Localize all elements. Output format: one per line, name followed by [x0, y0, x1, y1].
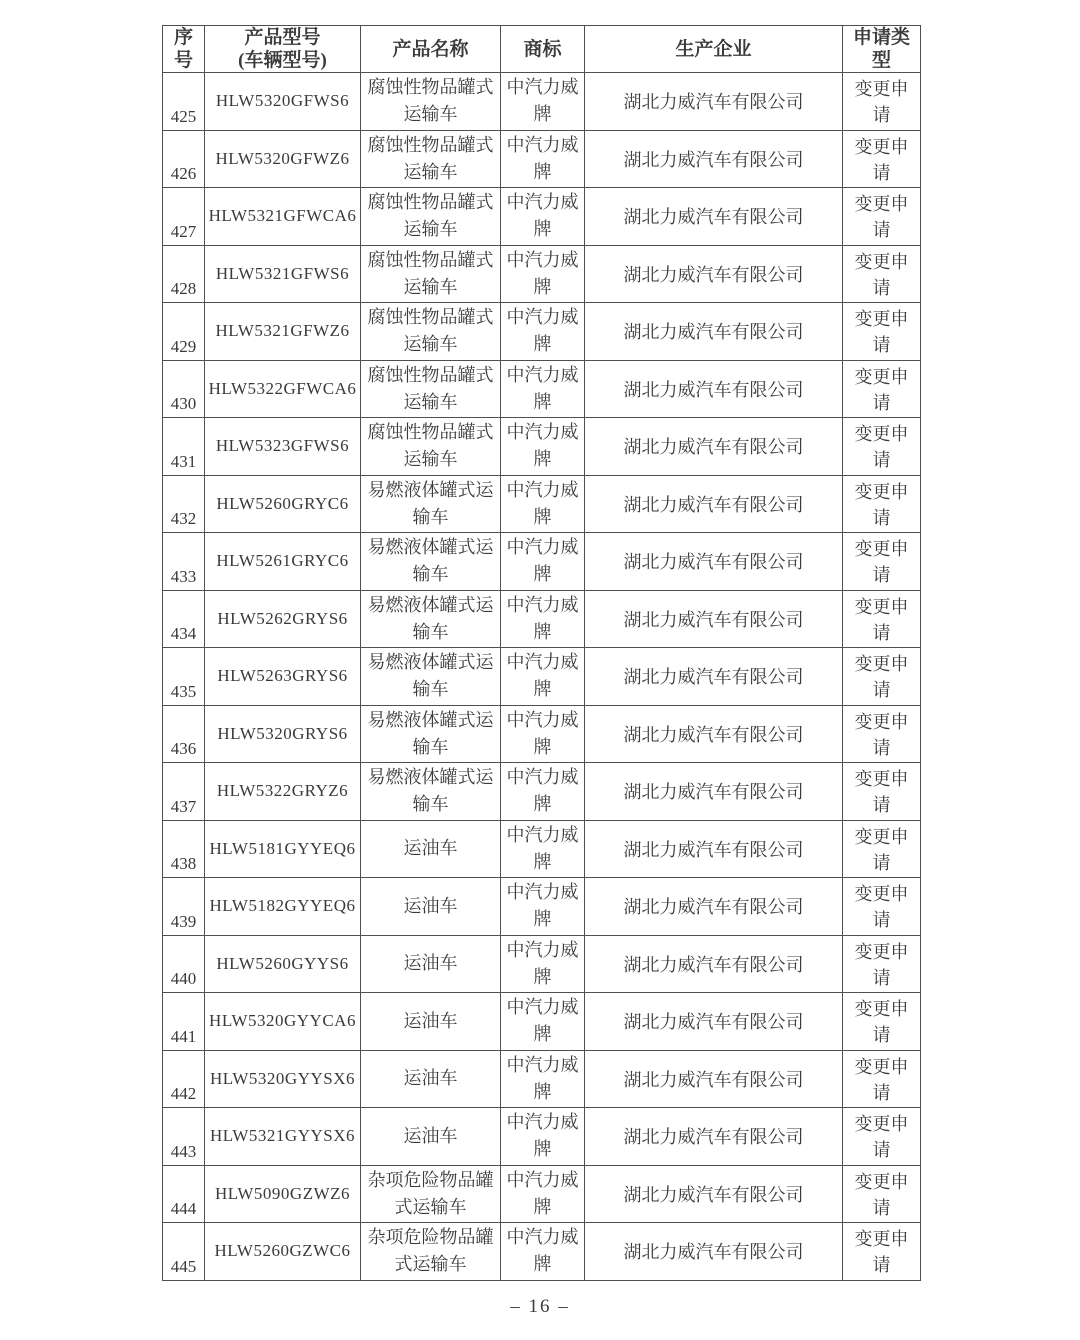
cell-serial-number: 430 — [163, 360, 205, 418]
cell-product-name: 运油车 — [361, 1050, 501, 1108]
table-row — [163, 763, 921, 821]
cell-product-name: 腐蚀性物品罐式运输车 — [361, 73, 501, 131]
cell-serial-number: 427 — [163, 188, 205, 246]
cell-application-type: 变更申请 — [843, 705, 921, 763]
cell-product-model: HLW5260GZWC6 — [205, 1223, 361, 1281]
cell-manufacturer: 湖北力威汽车有限公司 — [585, 1108, 843, 1166]
cell-trademark: 中汽力威牌 — [501, 1165, 585, 1223]
cell-serial-number: 445 — [163, 1223, 205, 1281]
cell-trademark: 中汽力威牌 — [501, 360, 585, 418]
cell-product-name: 腐蚀性物品罐式运输车 — [361, 245, 501, 303]
cell-product-model: HLW5261GRYC6 — [205, 533, 361, 591]
cell-product-name: 腐蚀性物品罐式运输车 — [361, 130, 501, 188]
cell-trademark: 中汽力威牌 — [501, 1223, 585, 1281]
table-header — [163, 26, 921, 73]
cell-application-type: 变更申请 — [843, 533, 921, 591]
cell-product-name: 杂项危险物品罐式运输车 — [361, 1223, 501, 1281]
cell-trademark: 中汽力威牌 — [501, 1050, 585, 1108]
table-row — [163, 188, 921, 246]
cell-application-type: 变更申请 — [843, 360, 921, 418]
table-row — [163, 1165, 921, 1223]
cell-product-name: 运油车 — [361, 935, 501, 993]
cell-trademark: 中汽力威牌 — [501, 188, 585, 246]
col-header-serial-number: 序号 — [163, 26, 205, 73]
cell-product-name: 运油车 — [361, 1108, 501, 1166]
cell-product-model: HLW5321GFWCA6 — [205, 188, 361, 246]
cell-trademark: 中汽力威牌 — [501, 73, 585, 131]
cell-serial-number: 425 — [163, 73, 205, 131]
cell-application-type: 变更申请 — [843, 820, 921, 878]
cell-product-model: HLW5321GYYSX6 — [205, 1108, 361, 1166]
cell-application-type: 变更申请 — [843, 763, 921, 821]
cell-manufacturer: 湖北力威汽车有限公司 — [585, 475, 843, 533]
cell-product-name: 易燃液体罐式运输车 — [361, 590, 501, 648]
cell-trademark: 中汽力威牌 — [501, 878, 585, 936]
cell-serial-number: 429 — [163, 303, 205, 361]
cell-product-name: 腐蚀性物品罐式运输车 — [361, 188, 501, 246]
cell-product-model: HLW5320GRYS6 — [205, 705, 361, 763]
cell-product-name: 易燃液体罐式运输车 — [361, 533, 501, 591]
cell-trademark: 中汽力威牌 — [501, 303, 585, 361]
cell-trademark: 中汽力威牌 — [501, 1108, 585, 1166]
cell-manufacturer: 湖北力威汽车有限公司 — [585, 935, 843, 993]
cell-trademark: 中汽力威牌 — [501, 245, 585, 303]
products-table — [162, 25, 921, 1281]
cell-application-type: 变更申请 — [843, 590, 921, 648]
cell-application-type: 变更申请 — [843, 130, 921, 188]
cell-product-model: HLW5181GYYEQ6 — [205, 820, 361, 878]
table-row — [163, 130, 921, 188]
cell-product-name: 运油车 — [361, 820, 501, 878]
cell-product-name: 腐蚀性物品罐式运输车 — [361, 303, 501, 361]
cell-product-model: HLW5182GYYEQ6 — [205, 878, 361, 936]
cell-serial-number: 437 — [163, 763, 205, 821]
table-row — [163, 360, 921, 418]
cell-trademark: 中汽力威牌 — [501, 533, 585, 591]
cell-application-type: 变更申请 — [843, 935, 921, 993]
cell-application-type: 变更申请 — [843, 245, 921, 303]
cell-product-model: HLW5322GRYZ6 — [205, 763, 361, 821]
cell-trademark: 中汽力威牌 — [501, 475, 585, 533]
cell-product-model: HLW5321GFWS6 — [205, 245, 361, 303]
table-row — [163, 1223, 921, 1281]
table-row — [163, 648, 921, 706]
cell-manufacturer: 湖北力威汽车有限公司 — [585, 188, 843, 246]
col-header-manufacturer: 生产企业 — [585, 26, 843, 73]
cell-manufacturer: 湖北力威汽车有限公司 — [585, 1223, 843, 1281]
cell-application-type: 变更申请 — [843, 475, 921, 533]
cell-serial-number: 440 — [163, 935, 205, 993]
product-model-header-line2: (车辆型号) — [238, 50, 327, 71]
cell-product-model: HLW5320GFWS6 — [205, 73, 361, 131]
cell-application-type: 变更申请 — [843, 1108, 921, 1166]
cell-manufacturer: 湖北力威汽车有限公司 — [585, 73, 843, 131]
col-header-product-model — [205, 26, 361, 73]
cell-manufacturer: 湖北力威汽车有限公司 — [585, 245, 843, 303]
cell-trademark: 中汽力威牌 — [501, 130, 585, 188]
cell-product-model: HLW5262GRYS6 — [205, 590, 361, 648]
cell-trademark: 中汽力威牌 — [501, 705, 585, 763]
cell-product-name: 腐蚀性物品罐式运输车 — [361, 418, 501, 476]
cell-product-model: HLW5323GFWS6 — [205, 418, 361, 476]
cell-product-name: 杂项危险物品罐式运输车 — [361, 1165, 501, 1223]
cell-serial-number: 436 — [163, 705, 205, 763]
cell-product-model: HLW5090GZWZ6 — [205, 1165, 361, 1223]
cell-manufacturer: 湖北力威汽车有限公司 — [585, 303, 843, 361]
cell-manufacturer: 湖北力威汽车有限公司 — [585, 705, 843, 763]
cell-application-type: 变更申请 — [843, 1050, 921, 1108]
cell-manufacturer: 湖北力威汽车有限公司 — [585, 878, 843, 936]
cell-product-model: HLW5320GYYSX6 — [205, 1050, 361, 1108]
cell-serial-number: 433 — [163, 533, 205, 591]
cell-serial-number: 438 — [163, 820, 205, 878]
cell-trademark: 中汽力威牌 — [501, 648, 585, 706]
cell-manufacturer: 湖北力威汽车有限公司 — [585, 993, 843, 1051]
table-row — [163, 993, 921, 1051]
page-number: – 16 – — [510, 1296, 570, 1317]
cell-serial-number: 439 — [163, 878, 205, 936]
cell-application-type: 变更申请 — [843, 993, 921, 1051]
cell-trademark: 中汽力威牌 — [501, 418, 585, 476]
table-row — [163, 475, 921, 533]
cell-manufacturer: 湖北力威汽车有限公司 — [585, 533, 843, 591]
cell-manufacturer: 湖北力威汽车有限公司 — [585, 1165, 843, 1223]
table-row — [163, 418, 921, 476]
table-body — [163, 73, 921, 1281]
col-header-trademark: 商标 — [501, 26, 585, 73]
cell-serial-number: 428 — [163, 245, 205, 303]
col-header-product-name: 产品名称 — [361, 26, 501, 73]
cell-serial-number: 432 — [163, 475, 205, 533]
cell-trademark: 中汽力威牌 — [501, 590, 585, 648]
cell-product-model: HLW5260GRYC6 — [205, 475, 361, 533]
cell-application-type: 变更申请 — [843, 188, 921, 246]
cell-manufacturer: 湖北力威汽车有限公司 — [585, 418, 843, 476]
cell-serial-number: 431 — [163, 418, 205, 476]
cell-product-model: HLW5321GFWZ6 — [205, 303, 361, 361]
cell-application-type: 变更申请 — [843, 648, 921, 706]
cell-serial-number: 442 — [163, 1050, 205, 1108]
cell-application-type: 变更申请 — [843, 73, 921, 131]
cell-manufacturer: 湖北力威汽车有限公司 — [585, 360, 843, 418]
cell-application-type: 变更申请 — [843, 1165, 921, 1223]
cell-serial-number: 441 — [163, 993, 205, 1051]
cell-manufacturer: 湖北力威汽车有限公司 — [585, 1050, 843, 1108]
cell-serial-number: 434 — [163, 590, 205, 648]
cell-trademark: 中汽力威牌 — [501, 763, 585, 821]
table-row — [163, 1108, 921, 1166]
product-model-header-line1: 产品型号 — [244, 27, 321, 48]
table-row — [163, 533, 921, 591]
table-row — [163, 590, 921, 648]
cell-manufacturer: 湖北力威汽车有限公司 — [585, 820, 843, 878]
cell-product-name: 运油车 — [361, 993, 501, 1051]
cell-product-model: HLW5320GYYCA6 — [205, 993, 361, 1051]
cell-serial-number: 444 — [163, 1165, 205, 1223]
cell-product-model: HLW5263GRYS6 — [205, 648, 361, 706]
cell-product-name: 易燃液体罐式运输车 — [361, 705, 501, 763]
cell-product-name: 运油车 — [361, 878, 501, 936]
table-row — [163, 935, 921, 993]
cell-manufacturer: 湖北力威汽车有限公司 — [585, 648, 843, 706]
cell-product-name: 易燃液体罐式运输车 — [361, 763, 501, 821]
cell-serial-number: 426 — [163, 130, 205, 188]
table-row — [163, 303, 921, 361]
cell-product-name: 腐蚀性物品罐式运输车 — [361, 360, 501, 418]
cell-application-type: 变更申请 — [843, 303, 921, 361]
cell-application-type: 变更申请 — [843, 878, 921, 936]
cell-serial-number: 435 — [163, 648, 205, 706]
cell-manufacturer: 湖北力威汽车有限公司 — [585, 130, 843, 188]
cell-product-name: 易燃液体罐式运输车 — [361, 648, 501, 706]
table-row — [163, 878, 921, 936]
cell-product-model: HLW5260GYYS6 — [205, 935, 361, 993]
table-row — [163, 73, 921, 131]
cell-application-type: 变更申请 — [843, 1223, 921, 1281]
cell-application-type: 变更申请 — [843, 418, 921, 476]
cell-trademark: 中汽力威牌 — [501, 820, 585, 878]
header-row — [163, 26, 921, 73]
cell-manufacturer: 湖北力威汽车有限公司 — [585, 763, 843, 821]
cell-trademark: 中汽力威牌 — [501, 993, 585, 1051]
table-row — [163, 245, 921, 303]
table-row — [163, 820, 921, 878]
cell-manufacturer: 湖北力威汽车有限公司 — [585, 590, 843, 648]
table-row — [163, 705, 921, 763]
cell-serial-number: 443 — [163, 1108, 205, 1166]
cell-trademark: 中汽力威牌 — [501, 935, 585, 993]
cell-product-model: HLW5322GFWCA6 — [205, 360, 361, 418]
table-row — [163, 1050, 921, 1108]
col-header-application-type: 申请类型 — [843, 26, 921, 73]
cell-product-model: HLW5320GFWZ6 — [205, 130, 361, 188]
cell-product-name: 易燃液体罐式运输车 — [361, 475, 501, 533]
